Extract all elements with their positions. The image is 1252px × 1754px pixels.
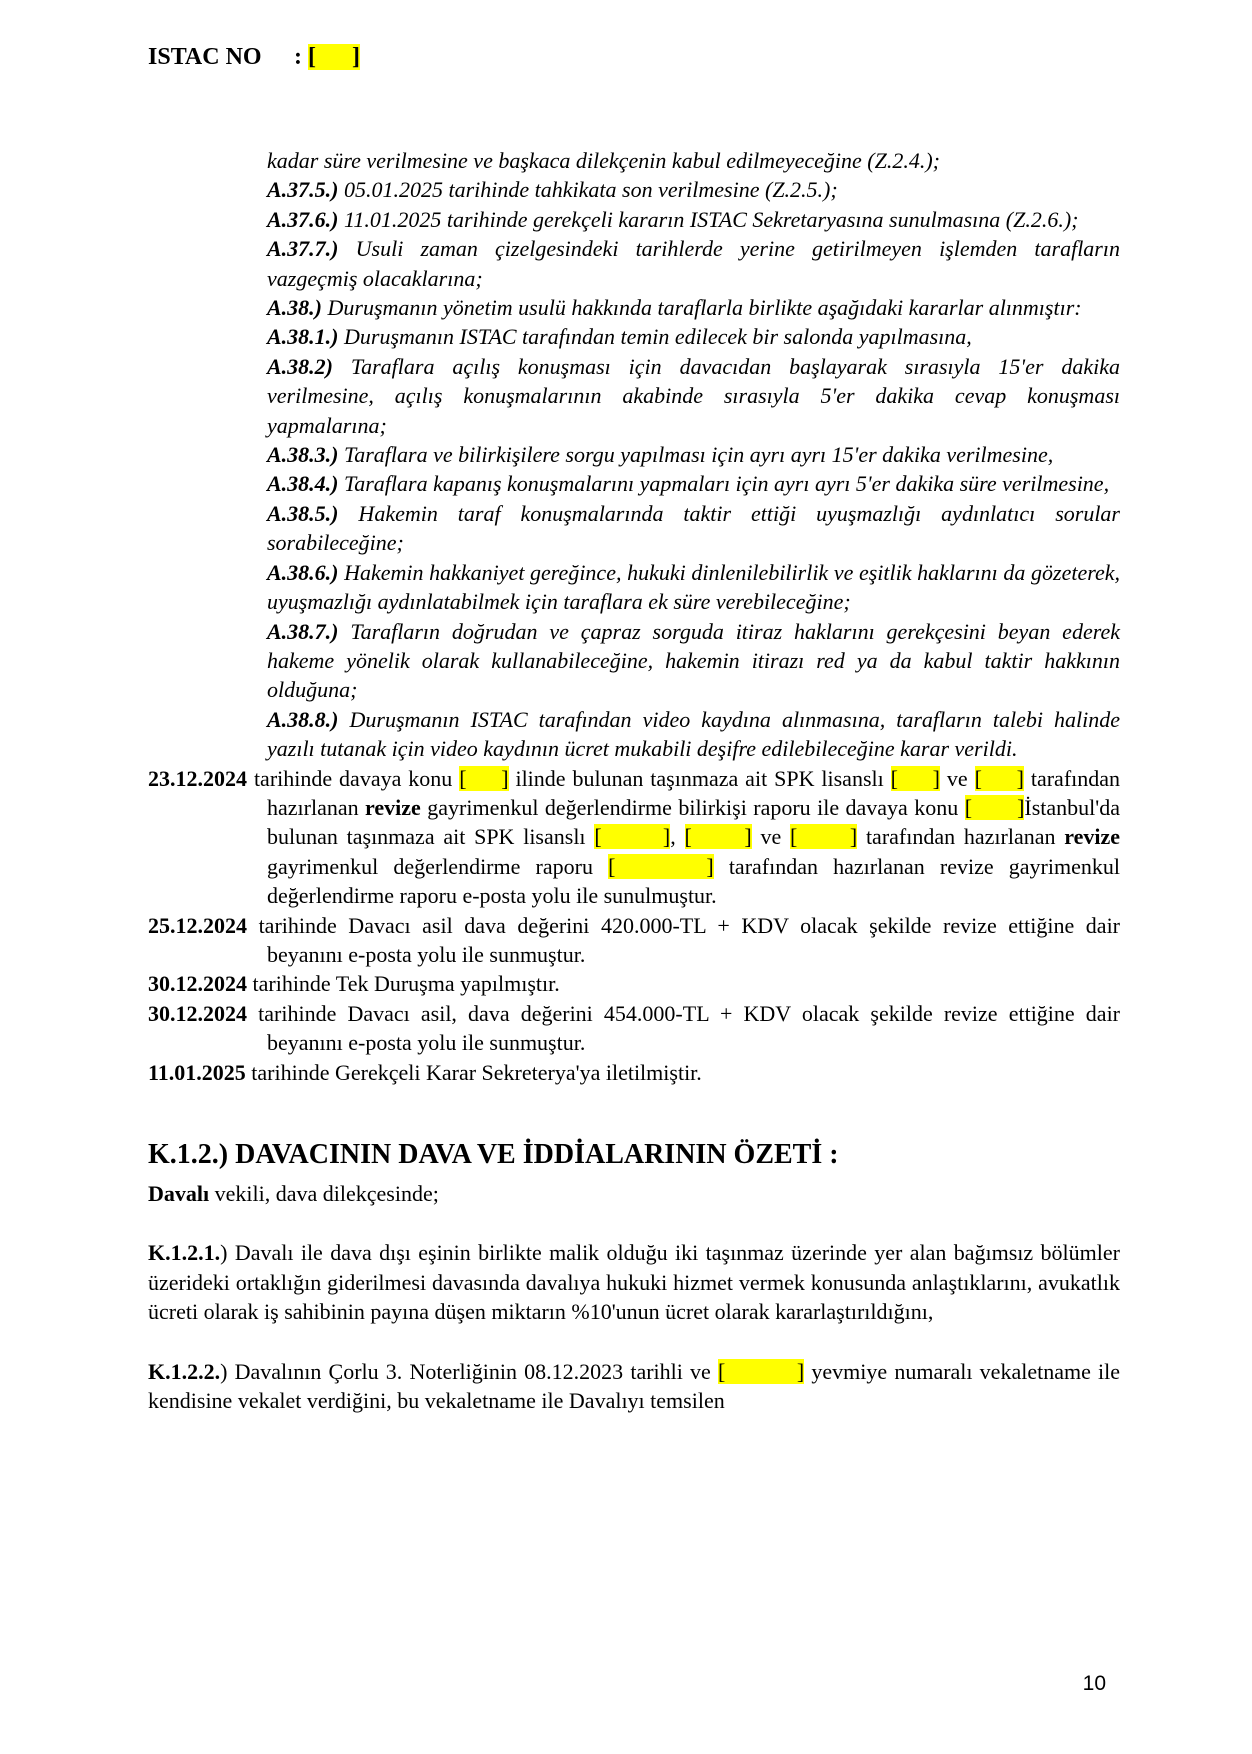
text-segment: A.38.6.) bbox=[267, 559, 339, 585]
procedural-paragraph bbox=[267, 175, 1120, 204]
procedural-paragraph bbox=[267, 352, 1120, 440]
timeline-text bbox=[251, 1060, 702, 1085]
text-segment: revize bbox=[365, 794, 421, 820]
text-segment: tarafından hazırlanan revize gayrimenkul değerlendirme raporu e-posta yolu ile sunulmuştur. bbox=[267, 853, 1120, 909]
text-segment: A.37.6.) bbox=[267, 206, 339, 232]
procedural-paragraph bbox=[267, 617, 1120, 705]
text-segment: A.38.3.) bbox=[267, 442, 339, 468]
text-segment: vekili, dava dilekçesinde; bbox=[209, 1181, 439, 1206]
text-segment: A.38.7.) bbox=[267, 618, 339, 644]
text-segment: Duruşmanın ISTAC tarafından temin edilecek bir salonda yapılmasına, bbox=[338, 324, 972, 350]
text-segment: A.38.) bbox=[267, 295, 322, 321]
timeline-entry bbox=[148, 969, 1120, 998]
timeline-date: 30.12.2024 bbox=[148, 1000, 247, 1026]
text-segment: Hakemin hakkaniyet gereğince, hukuki dinlenilebilirlik ve eşitlik haklarını da gözeterek, uyuşmazlığı aydınlatabilmek için taraflara ek süre verebileceğine; bbox=[267, 559, 1120, 615]
text-segment: İstanbul'da bulunan taşınmaza ait SPK lisanslı bbox=[267, 794, 1121, 850]
document-header bbox=[148, 42, 1120, 72]
text-segment: K.1.2.1. bbox=[148, 1240, 221, 1266]
text-segment: kadar süre verilmesine ve başkaca dilekçenin kabul edilmeyeceğine (Z.2.4.); bbox=[267, 148, 940, 173]
timeline-text bbox=[259, 913, 1120, 967]
timeline-date: 23.12.2024 bbox=[148, 765, 247, 791]
timeline-text bbox=[253, 971, 560, 996]
section-intro bbox=[148, 1179, 1120, 1208]
timeline-entry bbox=[148, 764, 1120, 911]
timeline-date: 30.12.2024 bbox=[148, 971, 247, 997]
redacted-placeholder: [ ] bbox=[964, 794, 1025, 820]
timeline-date: 25.12.2024 bbox=[148, 912, 247, 938]
text-segment: tarihinde Gerekçeli Karar Sekreterya'ya iletilmiştir. bbox=[251, 1059, 702, 1085]
text-segment: Davalı bbox=[148, 1181, 210, 1206]
timeline-date: 11.01.2025 bbox=[148, 1059, 246, 1085]
redacted-placeholder: [ ] bbox=[459, 765, 509, 791]
text-segment: A.38.1.) bbox=[267, 324, 339, 350]
text-segment: Taraflara ve bilirkişilere sorgu yapılması için ayrı ayrı 15'er dakika verilmesine, bbox=[338, 442, 1054, 468]
text-segment: A.38.2) bbox=[267, 353, 333, 379]
procedural-paragraph bbox=[267, 293, 1120, 322]
text-segment: A.37.7.) bbox=[267, 236, 339, 262]
text-segment: ve bbox=[939, 765, 975, 791]
text-segment: tarafından hazırlanan bbox=[267, 765, 1121, 820]
text-segment: tarihinde davaya konu bbox=[253, 765, 460, 791]
claim-paragraph bbox=[148, 1238, 1120, 1326]
text-segment: 11.01.2025 tarihinde gerekçeli kararın ISTAC Sekretaryasına sunulmasına (Z.2.6.); bbox=[338, 206, 1079, 232]
text-segment: Duruşmanın ISTAC tarafından video kaydına alınmasına, tarafların talebi halinde yazılı tutanak için video kaydının ücret mukabili deşifre edilebileceğine karar verildi. bbox=[267, 706, 1120, 762]
redacted-placeholder: [ ] bbox=[594, 824, 671, 850]
case-timeline bbox=[148, 764, 1120, 1087]
timeline-entry bbox=[148, 1058, 1120, 1087]
text-segment: Taraflara açılış konuşması için davacıdan başlayarak sırasıyla 15'er dakika verilmesine, açılış konuşmalarının akabinde sırasıyla 5'er dakika cevap konuşması yapmalarına; bbox=[267, 353, 1120, 438]
procedural-paragraph bbox=[267, 558, 1120, 617]
procedural-decisions-block bbox=[267, 146, 1120, 764]
timeline-entry bbox=[148, 911, 1120, 970]
timeline-text bbox=[258, 1001, 1120, 1055]
text-segment: gayrimenkul değerlendirme bilirkişi raporu ile davaya konu bbox=[420, 794, 965, 820]
header-colon: : bbox=[294, 44, 302, 70]
istac-no-label: ISTAC NO bbox=[148, 44, 262, 70]
text-segment: gayrimenkul değerlendirme raporu bbox=[267, 853, 609, 879]
text-segment: tarihinde Davacı asil, dava değerini 454.000-TL + KDV olacak şekilde revize ettiğine dair beyanını e-posta yolu ile sunmuştur. bbox=[258, 1000, 1121, 1056]
text-segment: ve bbox=[751, 824, 790, 850]
text-segment: revize bbox=[1064, 824, 1121, 850]
timeline-entry bbox=[148, 999, 1120, 1058]
istac-no-placeholder: [ ] bbox=[308, 44, 360, 70]
procedural-paragraph bbox=[267, 440, 1120, 469]
text-segment: Tarafların doğrudan ve çapraz sorguda itiraz haklarını gerekçesini beyan ederek hakeme yönelik olarak kullanabileceğine, hakemin itirazı red ya da kabul taktir hakkının olduğuna; bbox=[267, 618, 1120, 703]
redacted-placeholder: [ ] bbox=[717, 1358, 805, 1384]
text-segment: A.37.5.) bbox=[267, 177, 339, 203]
text-segment: tarafından hazırlanan bbox=[857, 824, 1065, 850]
text-segment: ilinde bulunan taşınmaza ait SPK lisanslı bbox=[508, 765, 891, 791]
procedural-paragraph bbox=[267, 469, 1120, 498]
text-segment: ) Davalının Çorlu 3. Noterliğinin 08.12.2023 tarihli ve bbox=[220, 1358, 718, 1384]
text-segment: A.38.5.) bbox=[267, 500, 339, 526]
procedural-paragraph bbox=[267, 205, 1120, 234]
redacted-placeholder: [ ] bbox=[608, 853, 714, 879]
procedural-paragraph bbox=[267, 322, 1120, 351]
redacted-placeholder: [ ] bbox=[790, 824, 858, 850]
text-segment: Taraflara kapanış konuşmalarını yapmaları için ayrı ayrı 5'er dakika süre verilmesine, bbox=[338, 471, 1110, 497]
redacted-placeholder: [ ] bbox=[974, 765, 1024, 791]
procedural-paragraph bbox=[267, 705, 1120, 764]
redacted-placeholder: [ ] bbox=[890, 765, 940, 791]
section-heading: K.1.2.) DAVACININ DAVA VE İDDİALARININ ÖZETİ : bbox=[148, 1139, 839, 1170]
text-segment: 05.01.2025 tarihinde tahkikata son verilmesine (Z.2.5.); bbox=[338, 177, 838, 203]
text-segment: Usuli zaman çizelgesindeki tarihlerde yerine getirilmeyen işlemden tarafların vazgeçmiş olacaklarına; bbox=[267, 236, 1120, 291]
text-segment: Duruşmanın yönetim usulü hakkında taraflarla birlikte aşağıdaki kararlar alınmıştır: bbox=[322, 295, 1082, 321]
procedural-paragraph bbox=[267, 499, 1120, 558]
text-segment: K.1.2.2. bbox=[148, 1358, 221, 1384]
text-segment: A.38.4.) bbox=[267, 471, 339, 497]
text-segment: A.38.8.) bbox=[267, 706, 339, 732]
claim-paragraph bbox=[148, 1357, 1120, 1416]
text-segment: tarihinde Davacı asil dava değerini 420.000-TL + KDV olacak şekilde revize ettiğine dair beyanını e-posta yolu ile sunmuştur. bbox=[258, 912, 1121, 967]
text-segment: , bbox=[670, 824, 685, 850]
page-number: 10 bbox=[1082, 1672, 1106, 1695]
procedural-paragraph bbox=[267, 146, 1120, 175]
text-segment: yevmiye numaralı vekaletname ile kendisine vekalet verdiğini, bu vekaletname ile Davalıyı temsilen bbox=[148, 1358, 1120, 1414]
timeline-text bbox=[254, 766, 1120, 909]
text-segment: tarihinde Tek Duruşma yapılmıştır. bbox=[252, 971, 560, 997]
text-segment: ) Davalı ile dava dışı eşinin birlikte malik olduğu iki taşınmaz üzerinde yer alan bağımsız bölümler üzerideki ortaklığın giderilmesi davasında davalıya hukuki hizmet vermek konusunda anlaştıklarını, avukatlık ücreti olarak iş sahibinin payına düşen miktarın %10'unun ücret olarak kararlaştırıldığını, bbox=[148, 1240, 1120, 1325]
procedural-paragraph bbox=[267, 234, 1120, 293]
text-segment: Hakemin taraf konuşmalarında taktir ettiği uyuşmazlığı aydınlatıcı sorular sorabileceğine; bbox=[267, 500, 1120, 556]
redacted-placeholder: [ ] bbox=[684, 824, 752, 850]
